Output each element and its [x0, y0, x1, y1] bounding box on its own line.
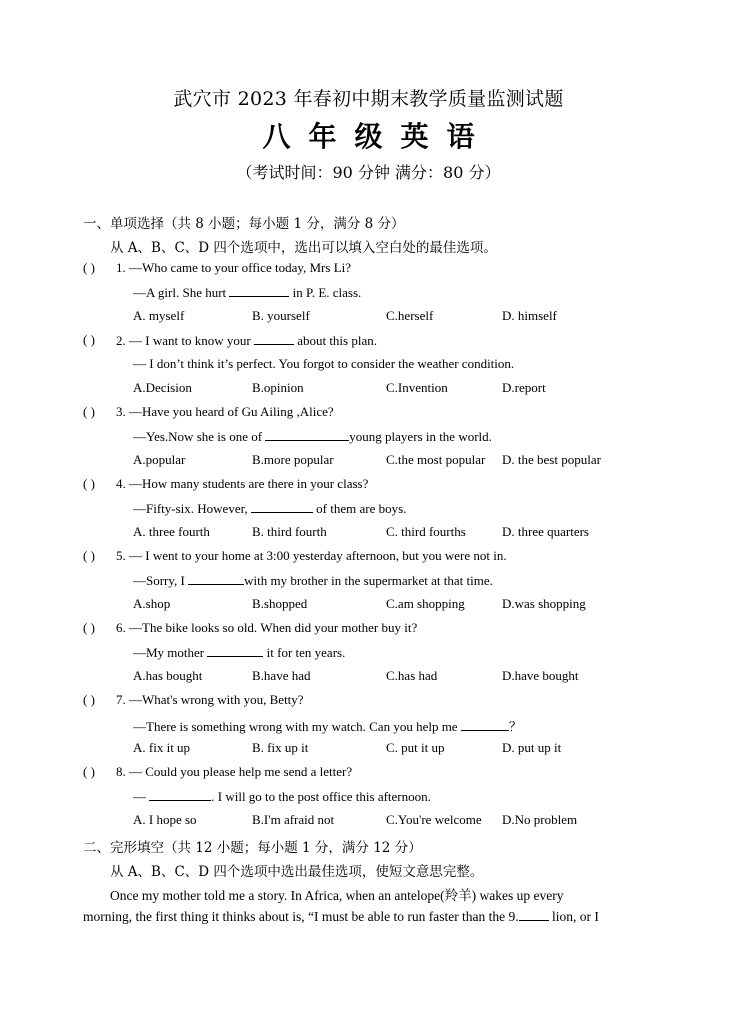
option-c[interactable]: C.am shopping [386, 596, 465, 611]
answer-paren[interactable]: ( ) [83, 548, 95, 563]
option-c[interactable]: C. put it up [386, 740, 445, 755]
option-a[interactable]: A. myself [133, 308, 185, 323]
option-b[interactable]: B. yourself [252, 308, 310, 323]
question-line [116, 764, 352, 780]
answer-text: —A girl. She hurt [133, 285, 230, 300]
answer-text-tail: in P. E. class. [289, 285, 362, 300]
option-c[interactable]: C.herself [386, 308, 434, 323]
question-line [116, 332, 377, 349]
question-line [116, 620, 417, 636]
section2-instruction: 从 A、B、C、D 四个选项中选出最佳选项，使短文意思完整。 [110, 864, 484, 880]
answer-text-tail: young players in the world. [349, 429, 492, 444]
option-b[interactable]: B. fix up it [252, 740, 309, 755]
question-text: 2. — I want to know your [116, 333, 254, 348]
section1-instruction: 从 A、B、C、D 四个选项中，选出可以填入空白处的最佳选项。 [110, 240, 497, 256]
option-b[interactable]: B. third fourth [252, 524, 327, 539]
subject-title: 八年级英语 [262, 120, 493, 153]
answer-paren[interactable]: ( ) [83, 260, 95, 275]
answer-paren[interactable]: ( ) [83, 620, 95, 635]
answer-blank[interactable] [188, 572, 244, 585]
answer-text: — I don’t think it’s perfect. You forgot to consider the weather condition. [133, 356, 515, 371]
question-text: 8. — Could you please help me send a letter? [116, 764, 353, 779]
option-c[interactable]: C. third fourths [386, 524, 466, 539]
option-a[interactable]: A.Decision [133, 380, 192, 395]
question-text-tail: about this plan. [293, 333, 377, 348]
option-d[interactable]: D. himself [502, 308, 557, 323]
answer-paren[interactable]: ( ) [83, 404, 95, 419]
option-d[interactable]: D. three quarters [502, 524, 589, 539]
question-text: 5. — I went to your home at 3:00 yesterday afternoon, but you were not in. [116, 548, 507, 563]
section1-heading: 一、单项选择（共 8 小题；每小题 1 分，满分 8 分） [83, 216, 405, 232]
answer-paren[interactable]: ( ) [83, 476, 95, 491]
option-d[interactable]: D.was shopping [502, 596, 586, 611]
question-text: 6. —The bike looks so old. When did your mother buy it? [116, 620, 418, 635]
answer-text: — [133, 789, 150, 804]
option-a[interactable]: A. fix it up [133, 740, 191, 755]
answer-text-tail: it for ten years. [263, 645, 346, 660]
option-d[interactable]: D. the best popular [502, 452, 601, 467]
answer-blank[interactable] [519, 908, 549, 921]
question-text: 7. —What's wrong with you, Betty? [116, 692, 304, 707]
option-d[interactable]: D. put up it [502, 740, 562, 755]
option-a[interactable]: A.has bought [133, 668, 203, 683]
answer-line [133, 572, 493, 589]
option-d[interactable]: D.No problem [502, 812, 578, 827]
answer-line [133, 284, 361, 301]
answer-blank[interactable] [461, 718, 509, 731]
question-text: 1. —Who came to your office today, Mrs Li? [116, 260, 352, 275]
exam-title: 武穴市 2023 年春初中期末教学质量监测试题 [173, 88, 564, 110]
answer-paren[interactable]: ( ) [83, 764, 95, 779]
question-text: 3. —Have you heard of Gu Ailing ,Alice? [116, 404, 334, 419]
answer-text: —Sorry, I [133, 573, 189, 588]
answer-blank[interactable] [207, 644, 263, 657]
option-d[interactable]: D.report [502, 380, 546, 395]
option-a[interactable]: A. I hope so [133, 812, 197, 827]
answer-line [133, 428, 492, 445]
question-line [116, 404, 334, 420]
answer-blank[interactable] [265, 428, 349, 441]
passage-line-2-tail: lion, or I [548, 909, 599, 924]
answer-line [133, 356, 514, 372]
answer-line [133, 716, 522, 735]
section2-heading: 二、完形填空（共 12 小题；每小题 1 分，满分 12 分） [83, 840, 422, 856]
answer-line [133, 644, 345, 661]
option-b[interactable]: B.shopped [252, 596, 308, 611]
question-text: 4. —How many students are there in your class? [116, 476, 369, 491]
option-b[interactable]: B.opinion [252, 380, 304, 395]
answer-text-tail: of them are boys. [312, 501, 407, 516]
question-line [116, 692, 304, 708]
answer-line [133, 500, 406, 517]
answer-text: —My mother [133, 645, 208, 660]
option-a[interactable]: A.shop [133, 596, 171, 611]
answer-line [133, 788, 431, 805]
option-c[interactable]: C.You're welcome [386, 812, 482, 827]
option-a[interactable]: A.popular [133, 452, 186, 467]
option-a[interactable]: A. three fourth [133, 524, 210, 539]
answer-text-tail: with my brother in the supermarket at that time. [244, 573, 493, 588]
option-b[interactable]: B.I'm afraid not [252, 812, 335, 827]
answer-blank[interactable] [251, 500, 313, 513]
question-line [116, 548, 507, 564]
option-c[interactable]: C.Invention [386, 380, 448, 395]
answer-blank[interactable] [149, 788, 211, 801]
exam-info: （考试时间：90 分钟 满分：80 分） [236, 163, 501, 182]
question-line [116, 476, 368, 492]
answer-text-tail: . I will go to the post office this afternoon. [211, 789, 431, 804]
option-b[interactable]: B.have had [252, 668, 311, 683]
answer-text: —Fifty-six. However, [133, 501, 251, 516]
answer-blank[interactable] [229, 284, 289, 297]
answer-text-tail: ？ [508, 719, 522, 734]
option-c[interactable]: C.has had [386, 668, 438, 683]
answer-paren[interactable]: ( ) [83, 692, 95, 707]
answer-text: —There is something wrong with my watch. Can you help me [133, 719, 461, 734]
answer-text: —Yes.Now she is one of [133, 429, 266, 444]
passage-line-1: Once my mother told me a story. In Africa, when an antelope(羚羊) wakes up every [110, 888, 564, 903]
passage-line-2 [83, 908, 599, 925]
option-c[interactable]: C.the most popular [386, 452, 486, 467]
question-line [116, 260, 351, 276]
answer-blank[interactable] [254, 332, 294, 345]
passage-line-2-text: morning, the first thing it thinks about is, “I must be able to run faster than the 9. [83, 909, 519, 924]
answer-paren[interactable]: ( ) [83, 332, 95, 347]
option-d[interactable]: D.have bought [502, 668, 579, 683]
option-b[interactable]: B.more popular [252, 452, 334, 467]
